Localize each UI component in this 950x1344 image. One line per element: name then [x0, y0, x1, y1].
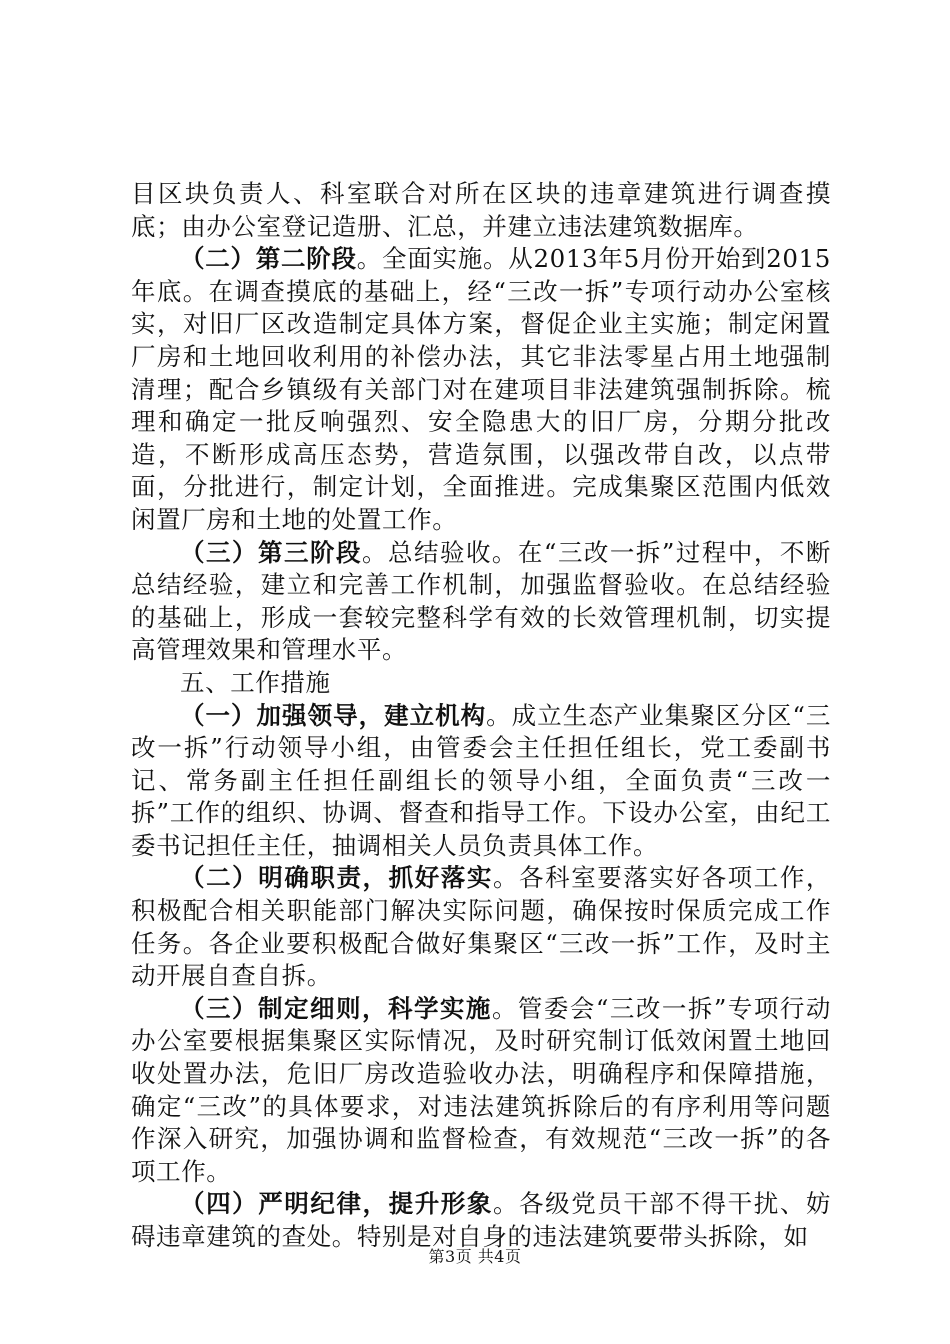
paragraph-text: 。各科室要落实好各项工作，积极配合相关职能部门解决实际问题，确保按时保质完成工作任务。各企业要积极配合做好集聚区“三改一拆”工作，及时主动开展自查自拆。 [131, 863, 831, 991]
paragraph-measure-three [131, 993, 831, 1189]
paragraph-lead: （二）第二阶段 [180, 244, 357, 274]
paragraph-text: 。总结验收。在“三改一拆”过程中，不断总结经验，建立和完善工作机制，加强监督验收。在总结经验的基础上，形成一套较完整科学有效的长效管理机制，切实提高管理效果和管理水平。 [131, 537, 832, 665]
document-body [131, 178, 831, 1254]
paragraph-measure-one [131, 700, 831, 863]
paragraph-text: 。全面实施。从2013年5月份开始到2015年底。在调查摸底的基础上，经“三改一拆”专项行动办公室核实，对旧厂区改造制定具体方案，督促企业主实施；制定闲置厂房和土地回收利用的补偿办法，其它非法零星占用土地强制清理；配合乡镇级有关部门对在建项目非法建筑强制拆除。梳理和确定一批反响强烈、安全隐患大的旧厂房，分期分批改造，不断形成高压态势，营造氛围，以强改带自改，以点带面，分批进行，制定计划，全面推进。完成集聚区范围内低效闲置厂房和土地的处置工作。 [131, 244, 831, 534]
paragraph-lead: （二）明确职责，抓好落实 [180, 863, 493, 893]
paragraph-measure-two [131, 862, 831, 992]
section-heading: 五、工作措施 [180, 667, 331, 697]
paragraph-text: 。成立生态产业集聚区分区“三改一拆”行动领导小组，由管委会主任担任组长，党工委副书记、常务副主任担任副组长的领导小组，全面负责“三改一拆”工作的组织、协调、督查和指导工作。下设办公室，由纪工委书记担任主任，抽调相关人员负责具体工作。 [131, 700, 831, 860]
paragraph-text: 目区块负责人、科室联合对所在区块的违章建筑进行调查摸底；由办公室登记造册、汇总，并建立违法建筑数据库。 [131, 179, 831, 241]
paragraph-lead: （一）加强领导，建立机构 [180, 700, 487, 730]
paragraph-stage-two [131, 243, 831, 536]
paragraph-stage-three [131, 537, 831, 667]
page-number-footer: 第3页 共4页 [428, 1247, 522, 1266]
paragraph-text: 。管委会“三改一拆”专项行动办公室要根据集聚区实际情况，及时研究制订低效闲置土地回收处置办法，危旧厂房改造验收办法，明确程序和保障措施，确定“三改”的具体要求，对违法建筑拆除后的有序利用等问题作深入研究，加强协调和监督检查，有效规范“三改一拆”的各项工作。 [131, 993, 832, 1186]
paragraph-lead: （四）严明纪律，提升形象 [180, 1189, 493, 1219]
paragraph-continued [131, 178, 831, 243]
paragraph-text: 。各级党员干部不得干扰、妨碍违章建筑的查处。特别是对自身的违法建筑要带头拆除，如 [131, 1189, 831, 1251]
paragraph-lead: （三）制定细则，科学实施 [180, 993, 492, 1023]
paragraph-lead: （三）第三阶段 [180, 537, 362, 567]
